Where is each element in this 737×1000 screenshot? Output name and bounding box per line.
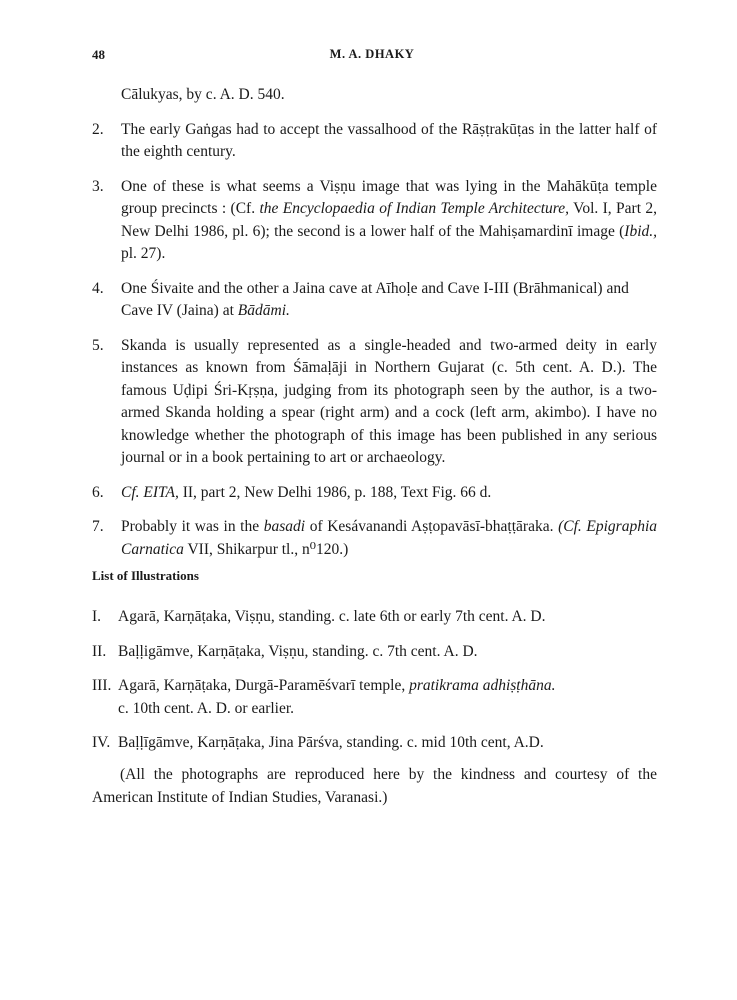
illustration-number: I. [92, 608, 102, 625]
illustration-item [92, 641, 657, 664]
illustration-number: III. [92, 677, 112, 694]
note-text: The early Gaṅgas had to accept the vassalhood of the Rāṣṭrakūṭas in the latter half of the eighth century. [121, 120, 657, 160]
note-item [92, 482, 657, 505]
illustration-text: Baḷḷīgāmve, Karṇāṭaka, Jina Pārśva, standing. c. mid 10th cent, A.D. [118, 734, 544, 751]
italic-ref: (Cf. Epigraphia Carnatica [121, 518, 657, 558]
illustration-text: Baḷḷigāmve, Karṇāṭaka, Viṣṇu, standing. c. 7th cent. A. D. [118, 642, 478, 660]
illustrations-heading: List of Illustrations [92, 568, 199, 583]
italic-place: Bādāmi. [237, 302, 290, 319]
italic-ref: Ibid., [624, 222, 657, 240]
illustration-item [92, 606, 657, 629]
note-number: 2. [92, 120, 104, 138]
illustration-text: Agarā, Karṇāṭaka, Viṣṇu, standing. c. late 6th or early 7th cent. A. D. [118, 608, 546, 625]
note-number: 7. [92, 518, 104, 535]
illustration-number: IV. [92, 734, 111, 751]
note-text: One Śivaite and the other a Jaina cave at Aīhoḷe and Cave I-III (Brāhmanical) and Cave IV (Jaina) at Bādāmi. [121, 279, 629, 319]
note-number: 4. [92, 279, 104, 297]
illustration-number: II. [92, 642, 107, 660]
note-text: Probably it was in the basadi of Kesávanandi Aṣṭopavāsī-bhaṭṭāraka. (Cf. Epigraphia Carnatica VII, Shikarpur tl., n⁰120.) [121, 518, 657, 558]
italic-term: basadi [263, 518, 306, 535]
photo-credit: (All the photographs are reproduced here by the kindness and courtesy of the American Institute of Indian Studies, Varanasi.) [92, 766, 657, 806]
note-number: 3. [92, 177, 104, 195]
illustration-item [92, 732, 657, 755]
note-item [92, 516, 657, 561]
illustration-text: Agarā, Karṇāṭaka, Durgā-Paramēśvarī temple, pratikrama adhiṣṭhāna. c. 10th cent. A. D. or earlier. [118, 677, 556, 717]
italic-title: the Encyclopaedia of Indian Temple Architecture, [259, 200, 570, 217]
running-head: M. A. DHAKY [329, 47, 415, 61]
illustration-item [92, 675, 657, 720]
note-item [92, 119, 657, 164]
note-text: Cf. EITA, II, part 2, New Delhi 1986, p. 188, Text Fig. 66 d. [121, 483, 492, 501]
note-number: 6. [92, 483, 104, 501]
note-text: One of these is what seems a Viṣṇu image that was lying in the Mahākūṭa temple group precincts : (Cf. the Encyclopaedia of Indian Temple Architecture, Vol. I, Part 2, New Delhi 1986, pl. 6); the second is a lower half of the Mahiṣamardinī image (Ibid., pl. 27). [121, 177, 658, 262]
notes-list [92, 84, 657, 573]
note-text: Skanda is usually represented as a single-headed and two-armed deity in early instances as known from Śāmaḷāji in Northern Gujarat (c. 5th cent. A. D.). The famous Uḍipi Śri-Kṛṣṇa, judging from its photograph seen by the author, is a two-armed Skanda holding a spear (right arm) and a cock (left arm, akimbo). I have no knowledge whether the photograph of this image has been published in any serious journal or in a book pertaining to art or archaeology. [121, 336, 657, 466]
note-item [92, 176, 657, 266]
italic-term: pratikrama adhiṣṭhāna. [409, 677, 556, 694]
page-number: 48 [92, 47, 105, 62]
italic-ref: Cf. EITA, [121, 483, 179, 501]
note-item [92, 278, 657, 323]
note-number: 5. [92, 336, 104, 354]
note-item [92, 335, 657, 470]
illustrations-list [92, 606, 657, 767]
note-continuation: Cālukyas, by c. A. D. 540. [121, 86, 285, 103]
page-header [92, 47, 652, 67]
